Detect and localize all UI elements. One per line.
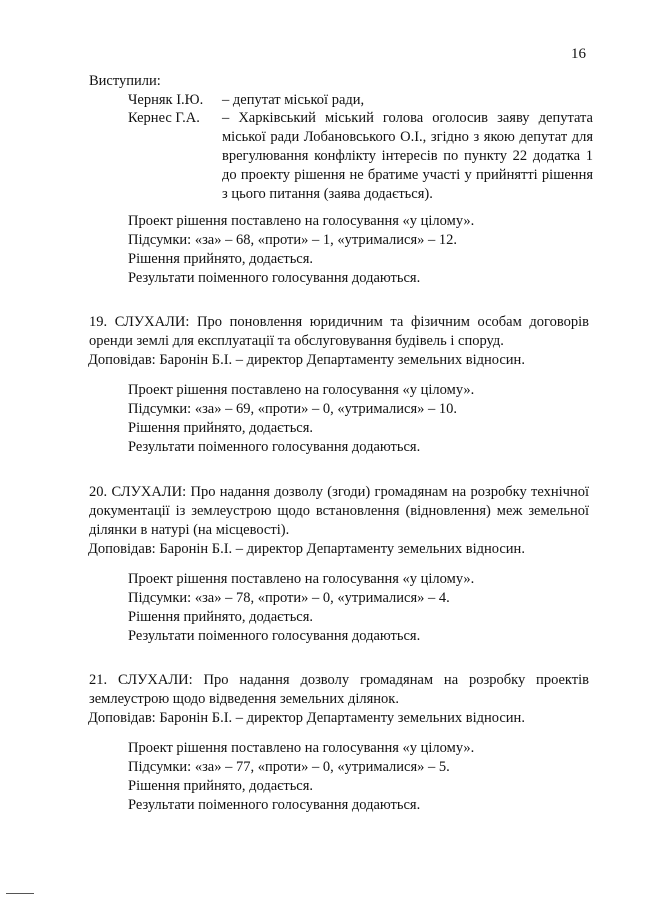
speaker-entry [128,109,593,204]
roll-call-line: Результати поіменного голосування додаються. [128,628,421,644]
speaker-remark: – депутат міської ради, [222,92,365,108]
agenda-item-21 [89,671,589,728]
put-to-vote-line: Проект рішення поставлено на голосування «у цілому». [128,382,475,398]
vote-result-block [128,212,598,288]
agenda-item-20 [89,483,589,559]
decision-line: Рішення прийнято, додається. [128,251,314,267]
put-to-vote-line: Проект рішення поставлено на голосування «у цілому». [128,571,475,587]
decision-line: Рішення прийнято, додається. [128,609,314,625]
reporter-line: Доповідав: Баронін Б.І. – директор Департаменту земельних відносин. [88,352,525,368]
roll-call-line: Результати поіменного голосування додаються. [128,439,421,455]
page-number: 16 [571,46,586,62]
heard-text: 19. СЛУХАЛИ: Про поновлення юридичним та фізичним особам договорів оренди землі для експлуатації та обслуговування будівель і споруд. [89,314,589,349]
decision-line: Рішення прийнято, додається. [128,778,314,794]
put-to-vote-line: Проект рішення поставлено на голосування «у цілому». [128,740,475,756]
put-to-vote-line: Проект рішення поставлено на голосування «у цілому». [128,213,475,229]
reporter-line: Доповідав: Баронін Б.І. – директор Департаменту земельних відносин. [88,710,525,726]
vote-result-block [128,381,598,457]
vote-result-block [128,739,598,815]
vote-totals-line: Підсумки: «за» – 77, «проти» – 0, «утрималися» – 5. [128,759,450,775]
agenda-item-19 [89,313,589,370]
roll-call-line: Результати поіменного голосування додаються. [128,270,421,286]
speakers-heading: Виступили: [89,73,161,89]
heard-text: 21. СЛУХАЛИ: Про надання дозволу громадянам на розробку проектів землеустрою щодо відведення земельних ділянок. [89,672,589,707]
vote-totals-line: Підсумки: «за» – 78, «проти» – 0, «утрималися» – 4. [128,590,450,606]
speaker-entry [128,91,593,110]
vote-result-block [128,570,598,646]
roll-call-line: Результати поіменного голосування додаються. [128,797,421,813]
decision-line: Рішення прийнято, додається. [128,420,314,436]
reporter-line: Доповідав: Баронін Б.І. – директор Департаменту земельних відносин. [88,541,525,557]
scan-edge-mark [6,893,34,894]
speaker-name: Кернес Г.А. [128,110,200,126]
vote-totals-line: Підсумки: «за» – 69, «проти» – 0, «утрималися» – 10. [128,401,458,417]
heard-text: 20. СЛУХАЛИ: Про надання дозволу (згоди) громадянам на розробку технічної документації із землеустрою щодо встановлення (відновлення) меж земельної ділянки в натурі (на місцевості). [89,484,589,538]
vote-totals-line: Підсумки: «за» – 68, «проти» – 1, «утрималися» – 12. [128,232,458,248]
speaker-remark: – Харківський міський голова оголосив заяву депутата міської ради Лобановського О.І., згідно з якою депутат для врегулювання конфлікту інтересів по пункту 22 додатка 1 до проекту рішення не братиме участі у прийнятті рішення з цього питання (заява додається). [222,110,593,202]
speaker-name: Черняк І.Ю. [128,92,204,108]
